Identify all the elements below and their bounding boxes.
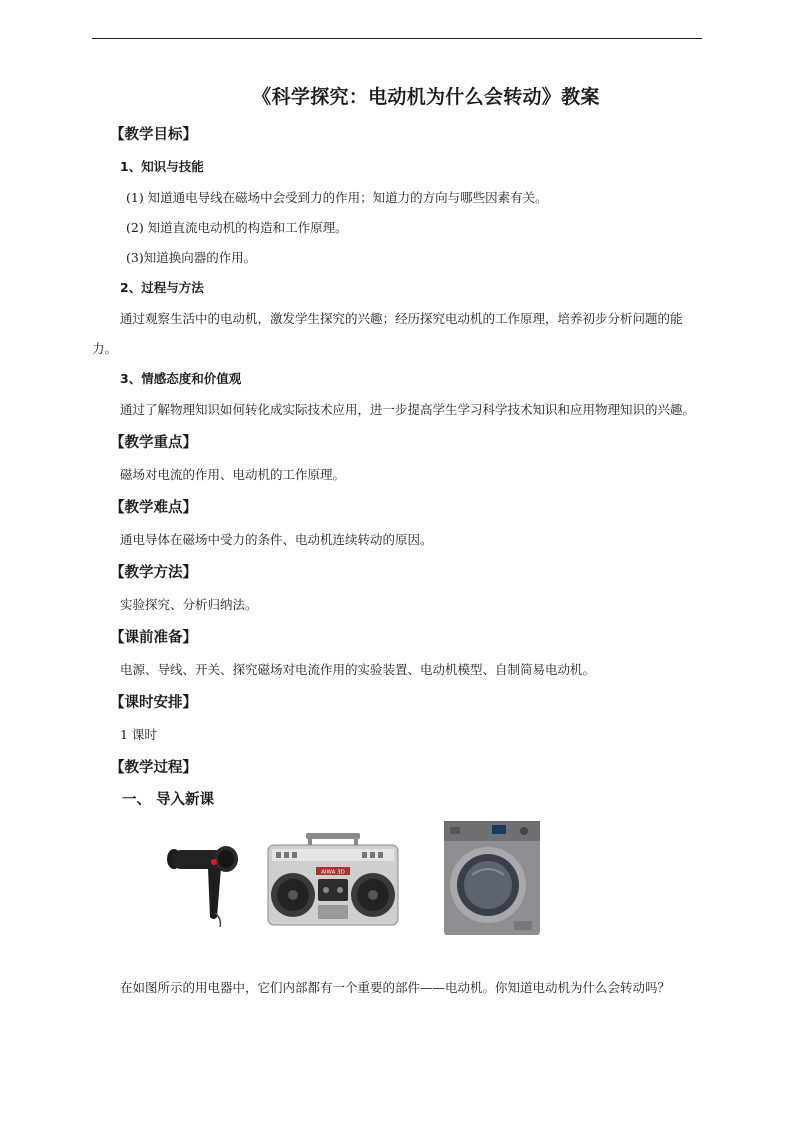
heading-preparation: 【课前准备】 (110, 630, 197, 646)
introduction-text: 在如图所示的用电器中，它们内部都有一个重要的部件——电动机。你知道电动机为什么会转动吗？ (120, 980, 671, 995)
document-title: 《科学探究：电动机为什么会转动》教案 (252, 86, 600, 108)
washing-machine-icon (442, 819, 542, 937)
heading-methods: 【教学方法】 (110, 565, 197, 581)
header-rule (92, 38, 702, 39)
attitude-values-text: 通过了解物理知识如何转化成实际技术应用，进一步提高学生学习科学技术知识和应用物理知识的兴趣。 (120, 402, 696, 417)
heading-key-points: 【教学重点】 (110, 435, 197, 451)
heading-schedule: 【课时安排】 (110, 695, 197, 711)
objective-item-2: (2) 知道直流电动机的构造和工作原理。 (126, 220, 348, 235)
hair-dryer-icon (164, 839, 244, 929)
subheading-attitude-values: 3、情感态度和价值观 (120, 371, 242, 386)
radio-brand-label: AIWA 3D (321, 869, 345, 876)
objective-item-3: (3)知道换向器的作用。 (126, 250, 257, 265)
heading-teaching-process: 【教学过程】 (110, 760, 197, 776)
appliance-images (92, 819, 702, 951)
section-introduction: 一、 导入新课 (122, 792, 215, 808)
process-method-text: 通过观察生活中的电动机，激发学生探究的兴趣；经历探究电动机的工作原理，培养初步分析问题的能力。 (92, 311, 683, 356)
lesson-plan-document (92, 84, 702, 1003)
difficulties-text: 通电导体在磁场中受力的条件、电动机连续转动的原因。 (120, 532, 433, 547)
objective-item-1: (1) 知道通电导线在磁场中会受到力的作用；知道力的方向与哪些因素有关。 (126, 190, 548, 205)
subheading-knowledge-skills: 1、知识与技能 (120, 159, 204, 174)
heading-objectives: 【教学目标】 (110, 127, 197, 143)
preparation-text: 电源、导线、开关、探究磁场对电流作用的实验装置、电动机模型、自制简易电动机。 (120, 662, 596, 677)
subheading-process-method: 2、过程与方法 (120, 280, 204, 295)
heading-difficulties: 【教学难点】 (110, 500, 197, 516)
schedule-text: 1 课时 (120, 727, 157, 742)
methods-text: 实验探究、分析归纳法。 (120, 597, 258, 612)
radio-cassette-icon (266, 831, 400, 927)
key-points-text: 磁场对电流的作用、电动机的工作原理。 (120, 467, 346, 482)
